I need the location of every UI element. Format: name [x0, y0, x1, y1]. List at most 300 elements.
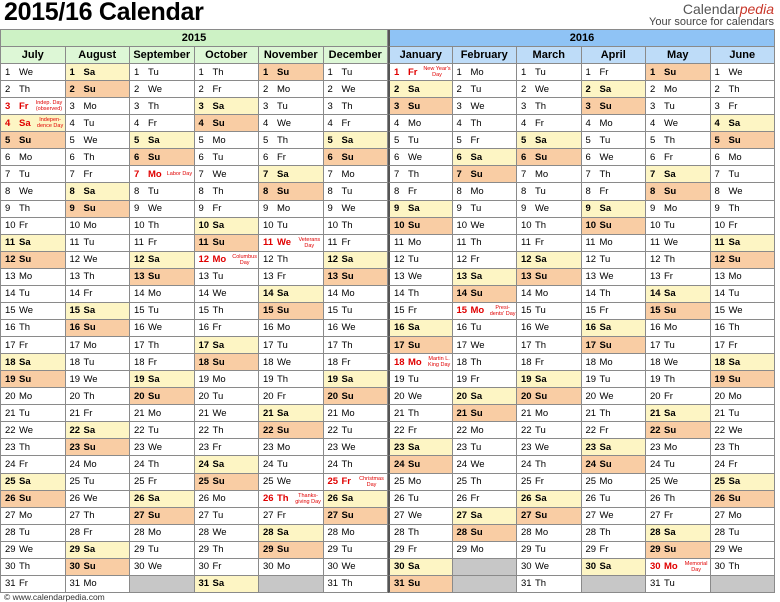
holiday-label: New Year's Day: [423, 66, 451, 79]
day-number: 17: [69, 339, 81, 351]
weekday-label: Sa: [83, 185, 96, 197]
day-number: 29: [69, 544, 81, 556]
day-number: 12: [69, 254, 81, 266]
day-number: 23: [714, 441, 726, 453]
day-number: 25: [69, 476, 81, 488]
day-cell: [388, 491, 453, 508]
weekday-label: We: [277, 356, 292, 368]
day-cell: [517, 388, 582, 405]
weekday-label: Sa: [599, 561, 612, 573]
weekday-label: Mo: [408, 476, 422, 488]
day-cell: [259, 132, 324, 149]
day-cell: [259, 303, 324, 320]
day-number: 4: [198, 117, 204, 129]
weekday-label: We: [212, 527, 227, 539]
weekday-label: Sa: [148, 493, 160, 505]
weekday-label: Mo: [535, 288, 549, 300]
weekday-label: Sa: [212, 578, 225, 590]
day-number: 22: [263, 424, 274, 436]
day-cell: [453, 183, 518, 200]
day-cell: [66, 320, 131, 337]
weekday-label: Sa: [341, 134, 354, 146]
day-cell: [259, 474, 324, 491]
day-number: 9: [394, 203, 400, 215]
weekday-label: Su: [212, 476, 225, 488]
day-number: 3: [714, 100, 720, 112]
weekday-label: Fr: [148, 356, 157, 368]
weekday-label: Mo: [599, 117, 613, 129]
weekday-label: We: [19, 305, 34, 317]
day-number: 12: [134, 254, 145, 266]
month-header-january: January: [388, 47, 453, 64]
weekday-label: We: [728, 544, 743, 556]
day-cell: [1, 422, 66, 439]
day-number: 14: [456, 288, 468, 300]
day-cell: [582, 439, 647, 456]
day-number: 10: [69, 220, 81, 232]
day-number: 25: [198, 476, 210, 488]
day-number: 28: [456, 527, 468, 539]
day-number: 26: [263, 493, 274, 505]
day-number: 10: [394, 220, 405, 232]
day-cell: [388, 166, 453, 183]
day-number: 4: [69, 117, 75, 129]
weekday-label: Su: [148, 271, 161, 283]
day-number: 2: [714, 83, 720, 95]
weekday-label: Mo: [470, 66, 484, 78]
day-number: 7: [714, 168, 720, 180]
day-cell: [324, 456, 389, 473]
weekday-label: Tu: [664, 339, 675, 351]
weekday-label: Mo: [212, 254, 227, 266]
day-cell: [130, 218, 195, 235]
month-header-march: March: [517, 47, 582, 64]
weekday-label: Tu: [664, 220, 675, 232]
day-number: 1: [650, 66, 656, 78]
day-number: 2: [650, 83, 656, 95]
weekday-label: We: [341, 322, 356, 334]
day-number: 2: [134, 83, 140, 95]
day-cell: [66, 525, 131, 542]
weekday-label: Th: [535, 220, 547, 232]
day-cell: [453, 371, 518, 388]
weekday-label: We: [599, 271, 614, 283]
day-cell: [1, 456, 66, 473]
day-cell: [517, 405, 582, 422]
day-number: 5: [263, 134, 269, 146]
weekday-label: Fr: [83, 168, 93, 180]
day-number: 21: [456, 407, 468, 419]
weekday-label: Sa: [599, 441, 612, 453]
day-number: 15: [198, 305, 210, 317]
weekday-label: Su: [599, 220, 612, 232]
day-cell: [711, 81, 776, 98]
weekday-label: We: [470, 339, 485, 351]
weekday-label: Su: [19, 373, 32, 385]
day-cell: [66, 303, 131, 320]
day-number: 20: [327, 390, 339, 402]
weekday-label: We: [341, 441, 356, 453]
day-number: 8: [5, 185, 11, 197]
holiday-label: Columbus Day: [232, 253, 257, 266]
day-number: 9: [198, 203, 204, 215]
weekday-label: Su: [277, 185, 290, 197]
weekday-label: Su: [535, 271, 548, 283]
day-cell: [259, 218, 324, 235]
day-cell: [388, 269, 453, 286]
day-cell: [324, 559, 389, 576]
weekday-label: Sa: [212, 459, 225, 470]
weekday-label: Tu: [83, 237, 95, 249]
day-number: 9: [650, 203, 656, 215]
weekday-label: Mo: [277, 441, 291, 453]
day-cell: [646, 183, 711, 200]
day-cell: [711, 201, 776, 218]
day-cell: [1, 576, 66, 593]
day-cell: [453, 508, 518, 525]
day-cell: [324, 64, 389, 81]
day-cell: [130, 508, 195, 525]
weekday-label: Su: [599, 459, 612, 470]
day-number: 23: [134, 441, 145, 453]
day-cell: [582, 286, 647, 303]
weekday-label: Th: [664, 254, 676, 266]
day-number: 17: [650, 339, 661, 351]
day-number: 21: [521, 407, 532, 419]
day-cell: [195, 115, 260, 132]
day-number: 24: [394, 459, 405, 470]
day-number: 19: [456, 373, 468, 385]
day-number: 16: [650, 322, 661, 334]
day-number: 7: [134, 168, 140, 180]
day-number: 19: [650, 373, 661, 385]
weekday-label: Sa: [470, 390, 483, 402]
weekday-label: Mo: [19, 271, 33, 283]
day-number: 3: [198, 100, 204, 112]
day-cell: [711, 286, 776, 303]
day-number: 24: [134, 459, 145, 470]
day-cell: [582, 559, 647, 576]
day-number: 28: [585, 527, 597, 539]
weekday-label: Mo: [470, 305, 485, 317]
day-number: 17: [521, 339, 532, 351]
day-number: 15: [714, 305, 726, 317]
month-header-december: December: [324, 47, 389, 64]
weekday-label: Sa: [341, 373, 354, 385]
day-number: 16: [263, 322, 274, 334]
day-number: 27: [134, 510, 145, 522]
weekday-label: We: [408, 510, 423, 522]
day-cell: [517, 235, 582, 252]
day-cell: [646, 405, 711, 422]
day-cell: [388, 81, 453, 98]
weekday-label: Fr: [277, 510, 286, 522]
weekday-label: Tu: [408, 493, 419, 505]
day-number: 28: [714, 527, 726, 539]
weekday-label: We: [408, 151, 423, 163]
day-cell: [453, 218, 518, 235]
empty-day-cell: [130, 576, 195, 593]
day-cell: [388, 218, 453, 235]
weekday-label: Tu: [535, 305, 546, 317]
day-number: 20: [521, 390, 532, 402]
day-number: 18: [263, 356, 274, 368]
day-number: 14: [714, 288, 726, 300]
weekday-label: Sa: [212, 100, 225, 112]
day-number: 20: [5, 390, 16, 402]
day-number: 6: [714, 151, 720, 163]
holiday-label: Indep. Day (observed): [35, 100, 63, 113]
weekday-label: We: [535, 322, 550, 334]
weekday-label: We: [277, 117, 292, 129]
weekday-label: Tu: [341, 66, 353, 78]
weekday-label: Tu: [728, 168, 740, 180]
day-cell: [388, 149, 453, 166]
day-cell: [1, 405, 66, 422]
day-number: 5: [198, 134, 204, 146]
day-cell: [711, 542, 776, 559]
day-cell: [1, 269, 66, 286]
day-number: 9: [69, 203, 75, 215]
day-number: 10: [650, 220, 661, 232]
day-number: 13: [5, 271, 16, 283]
day-cell: [66, 166, 131, 183]
weekday-label: Sa: [664, 407, 676, 419]
day-cell: [324, 149, 389, 166]
day-cell: [517, 183, 582, 200]
day-number: 2: [263, 83, 269, 95]
day-number: 11: [5, 237, 16, 249]
weekday-label: Su: [664, 544, 677, 556]
day-cell: [130, 422, 195, 439]
day-number: 14: [5, 288, 16, 300]
weekday-label: We: [535, 83, 550, 95]
day-number: 24: [456, 459, 468, 470]
weekday-label: Fr: [19, 220, 28, 232]
day-number: 27: [521, 510, 532, 522]
weekday-label: Fr: [19, 459, 28, 470]
weekday-label: Tu: [599, 254, 611, 266]
weekday-label: Th: [19, 203, 31, 215]
weekday-label: Tu: [212, 390, 224, 402]
day-number: 23: [650, 441, 661, 453]
day-cell: [646, 354, 711, 371]
day-cell: [711, 354, 776, 371]
day-number: 2: [521, 83, 527, 95]
weekday-label: Tu: [470, 441, 482, 453]
weekday-label: We: [148, 83, 163, 95]
weekday-label: Su: [277, 544, 290, 556]
day-number: 4: [134, 117, 140, 129]
day-cell: [646, 456, 711, 473]
weekday-label: Sa: [83, 424, 96, 436]
day-number: 28: [134, 527, 145, 539]
day-cell: [453, 201, 518, 218]
day-cell: [517, 115, 582, 132]
day-number: 26: [650, 493, 661, 505]
weekday-label: Sa: [408, 441, 420, 453]
day-cell: [646, 201, 711, 218]
weekday-label: Sa: [19, 237, 31, 249]
day-number: 6: [394, 151, 400, 163]
weekday-label: We: [728, 66, 743, 78]
month-header-july: July: [1, 47, 66, 64]
day-number: 24: [714, 459, 726, 470]
weekday-label: Sa: [212, 220, 225, 232]
weekday-label: Su: [341, 390, 354, 402]
day-number: 8: [263, 185, 269, 197]
day-number: 15: [69, 305, 81, 317]
weekday-label: We: [19, 185, 34, 197]
weekday-label: Tu: [408, 373, 419, 385]
weekday-label: Th: [19, 83, 31, 95]
day-number: 12: [521, 254, 532, 266]
weekday-label: Fr: [408, 185, 417, 197]
day-cell: [453, 286, 518, 303]
day-cell: [195, 439, 260, 456]
weekday-label: We: [83, 373, 98, 385]
weekday-label: Fr: [664, 151, 673, 163]
weekday-label: Fr: [341, 356, 351, 368]
weekday-label: Mo: [408, 117, 422, 129]
weekday-label: Mo: [277, 203, 291, 215]
weekday-label: Mo: [664, 441, 678, 453]
day-cell: [646, 286, 711, 303]
day-cell: [259, 98, 324, 115]
day-cell: [259, 508, 324, 525]
weekday-label: Tu: [83, 476, 95, 488]
day-number: 20: [263, 390, 274, 402]
day-cell: [1, 388, 66, 405]
day-cell: [646, 218, 711, 235]
day-cell: [195, 354, 260, 371]
weekday-label: Sa: [664, 527, 676, 539]
day-cell: [646, 269, 711, 286]
weekday-label: Mo: [728, 510, 742, 522]
day-number: 22: [585, 424, 597, 436]
day-cell: [66, 388, 131, 405]
day-cell: [130, 456, 195, 473]
day-number: 18: [327, 356, 339, 368]
day-cell: [1, 115, 66, 132]
day-number: 8: [521, 185, 527, 197]
day-cell: [582, 354, 647, 371]
day-cell: [195, 508, 260, 525]
day-cell: [646, 132, 711, 149]
day-cell: [66, 183, 131, 200]
day-cell: [66, 456, 131, 473]
weekday-label: Th: [83, 271, 95, 283]
day-cell: [646, 337, 711, 354]
weekday-label: Tu: [470, 203, 482, 215]
weekday-label: Th: [212, 544, 224, 556]
day-number: 28: [650, 527, 661, 539]
day-cell: [453, 525, 518, 542]
day-cell: [1, 474, 66, 491]
day-cell: [517, 252, 582, 269]
weekday-label: Tu: [599, 134, 611, 146]
weekday-label: Su: [535, 151, 548, 163]
weekday-label: Sa: [728, 356, 741, 368]
day-number: 9: [585, 203, 591, 215]
day-number: 20: [714, 390, 726, 402]
day-cell: [711, 491, 776, 508]
day-cell: [195, 218, 260, 235]
day-cell: [711, 422, 776, 439]
day-cell: [130, 337, 195, 354]
weekday-label: Fr: [728, 100, 738, 112]
day-number: 22: [134, 424, 145, 436]
day-number: 21: [134, 407, 145, 419]
weekday-label: Mo: [212, 493, 226, 505]
day-number: 5: [714, 134, 720, 146]
weekday-label: Th: [212, 305, 224, 317]
weekday-label: Th: [599, 288, 611, 300]
day-cell: [195, 166, 260, 183]
weekday-label: Th: [408, 407, 420, 419]
weekday-label: Th: [277, 373, 289, 385]
day-number: 31: [5, 578, 16, 590]
weekday-label: Mo: [148, 168, 162, 180]
weekday-label: Th: [277, 134, 289, 146]
day-number: 27: [69, 510, 81, 522]
weekday-label: Sa: [470, 151, 483, 163]
day-cell: [195, 149, 260, 166]
weekday-label: Th: [83, 510, 95, 522]
weekday-label: Th: [664, 493, 676, 505]
day-cell: [582, 474, 647, 491]
day-cell: [453, 388, 518, 405]
holiday-label: Memorial Day: [684, 560, 708, 573]
day-number: 12: [198, 254, 210, 266]
day-cell: [646, 303, 711, 320]
day-number: 14: [134, 288, 145, 300]
day-number: 4: [650, 117, 656, 129]
weekday-label: Th: [212, 424, 224, 436]
day-cell: [1, 559, 66, 576]
day-number: 1: [263, 66, 269, 78]
day-cell: [711, 235, 776, 252]
weekday-label: Fr: [19, 578, 28, 590]
weekday-label: We: [535, 203, 550, 215]
day-number: 15: [5, 305, 16, 317]
day-number: 9: [263, 203, 269, 215]
weekday-label: We: [599, 390, 614, 402]
day-number: 30: [134, 561, 145, 573]
day-number: 3: [327, 100, 333, 112]
weekday-label: Fr: [212, 441, 222, 453]
day-cell: [1, 337, 66, 354]
day-number: 16: [456, 322, 468, 334]
day-cell: [259, 337, 324, 354]
day-cell: [195, 422, 260, 439]
day-cell: [195, 388, 260, 405]
day-number: 3: [69, 100, 75, 112]
weekday-label: We: [277, 237, 292, 249]
month-header-february: February: [453, 47, 518, 64]
weekday-label: Sa: [19, 476, 31, 488]
day-number: 13: [456, 271, 468, 283]
weekday-label: We: [408, 390, 423, 402]
day-cell: [517, 576, 582, 593]
day-cell: [582, 183, 647, 200]
day-number: 31: [521, 578, 532, 590]
weekday-label: Tu: [599, 373, 611, 385]
day-number: 23: [394, 441, 405, 453]
weekday-label: Sa: [19, 117, 31, 129]
holiday-label: Indepen- dence Day: [36, 117, 64, 130]
day-number: 11: [714, 237, 725, 249]
